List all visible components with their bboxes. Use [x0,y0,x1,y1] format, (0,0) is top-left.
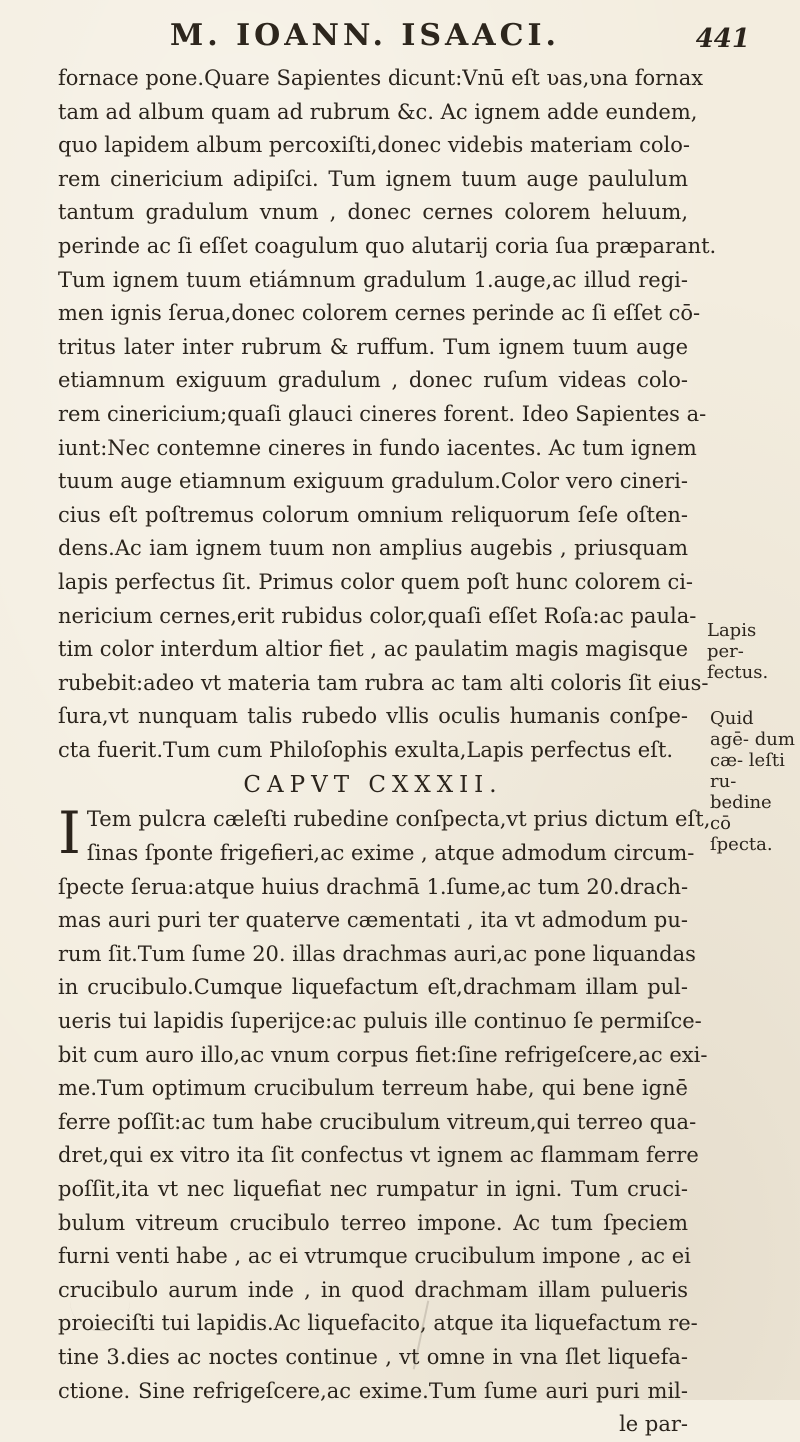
text-line: cius eſt poſtremus colorum omnium reliquorum ſeſe oſten- [58,502,688,527]
text-line: proieciſti tui lapidis.Ac liquefacito, atque ita liquefactum re- [58,1311,698,1336]
text-line: ferre poſſit:ac tum habe crucibulum vitreum,qui terreo qua- [58,1109,697,1134]
text-line: etiamnum exiguum gradulum , donec ruſum videas colo- [58,368,688,393]
margin-note-lapis-perfectus: Lapis per- fectus. [707,620,769,683]
text-line: mas auri puri ter quaterve cæmentati , ita vt admodum pu- [58,908,688,933]
text-line: ſinas ſponte frigefieri,ac exime , atque admodum circum- [86,841,695,866]
text-line: tine 3.dies ac noctes continue , vt omne in vna ſlet liquefa- [58,1344,688,1369]
page-header [160,18,750,66]
running-head: M. IOANN. ISAACI. [170,18,560,53]
text-line: lapis perfectus ſit. Primus color quem poſt hunc colorem ci- [58,569,694,594]
dropcap-initial: I [58,799,81,868]
text-line: perinde ac ſi eſſet coagulum quo alutarij coria ſua præparant. [58,233,717,258]
text-line: in crucibulo.Cumque liquefactum eſt,drachmam illam pul- [58,975,688,1000]
chapter-heading: CAPVT CXXXII. [243,772,503,799]
text-line: rum ſit.Tum ſume 20. illas drachmas auri,ac pone liquandas [58,941,696,966]
text-line: men ignis ſerua,donec colorem cernes perinde ac ſi eſſet cō- [58,301,701,326]
text-line: quo lapidem album percoxiſti,donec videbis materiam colo- [58,133,690,158]
text-line: tim color interdum altior fiet , ac paulatim magis magisque [58,637,688,662]
text-line: bulum vitreum crucibulo terreo impone. Ac tum ſpeciem [58,1210,688,1235]
text-line: ſpecte ſerua:atque huius drachmā 1.ſume,ac tum 20.drach- [58,874,689,899]
text-line: furni venti habe , ac ei vtrumque crucibulum impone , ac ei [58,1244,691,1269]
text-line: ctione. Sine refrigeſcere,ac exime.Tum ſume auri puri mil- [58,1378,688,1403]
text-line: Tum ignem tuum etiámnum gradulum 1.auge,ac illud regi- [58,267,688,292]
text-line: Tem pulcra cæleſti rubedine conſpecta,vt prius dictum eſt, [86,807,711,832]
text-line: tam ad album quam ad rubrum &c. Ac ignem adde eundem, [58,99,698,124]
text-line: bit cum auro illo,ac vnum corpus fiet:ſine refrigeſcere,ac exi- [58,1042,708,1067]
text-line: tantum gradulum vnum , donec cernes colorem heluum, [58,200,688,225]
text-line: crucibulo aurum inde , in quod drachmam illam pulueris [58,1277,688,1302]
text-line: rubebit:adeo vt materia tam rubra ac tam alti coloris ſit eius- [58,670,709,695]
text-line: tuum auge etiamnum exiguum gradulum.Color vero cineri- [58,469,688,494]
text-line: cta fuerit.Tum cum Philoſophis exulta,Lapis perfectus eſt. [58,737,674,762]
text-line: poſſit,ita vt nec liquefiat nec rumpatur in igni. Tum cruci- [58,1177,688,1201]
text-line: rem cinericium adipiſci. Tum ignem tuum auge paululum [58,166,688,191]
catchword: le par- [619,1412,688,1437]
chapter-block [58,799,711,1408]
body-lines [58,62,717,767]
margin-note-quid-agendum: Quid agē- dum cæ- leſti ru- bedine cō ſpecta. [710,708,795,855]
text-line: ueris tui lapidis ſuperijce:ac puluis ille continuo ſe permiſce- [58,1009,702,1034]
body-text [58,62,717,1442]
text-line: iunt:Nec contemne cineres in fundo iacentes. Ac tum ignem [58,435,697,460]
text-line: me.Tum optimum crucibulum terreum habe, qui bene ignē [58,1076,688,1101]
text-line: tritus later inter rubrum & ruffum. Tum ignem tuum auge [58,334,688,359]
text-line: nericium cernes,erit rubidus color,quaſi eſſet Roſa:ac paula- [58,603,697,628]
text-line: fornace pone.Quare Sapientes dicunt:Vnū eſt ʋas,ʋna fornax [58,66,704,90]
page-number: 441 [695,24,750,54]
text-line: ſura,vt nunquam talis rubedo vllis oculis humanis conſpe- [58,704,688,729]
text-line: dens.Ac iam ignem tuum non amplius augebis , priusquam [58,536,688,561]
text-line: rem cinericium;quaſi glauci cineres forent. Ideo Sapientes a- [58,401,707,426]
chapter-lines [58,799,711,1408]
text-line: dret,qui ex vitro ita ſit confectus vt ignem ac flammam ferre [58,1143,699,1168]
